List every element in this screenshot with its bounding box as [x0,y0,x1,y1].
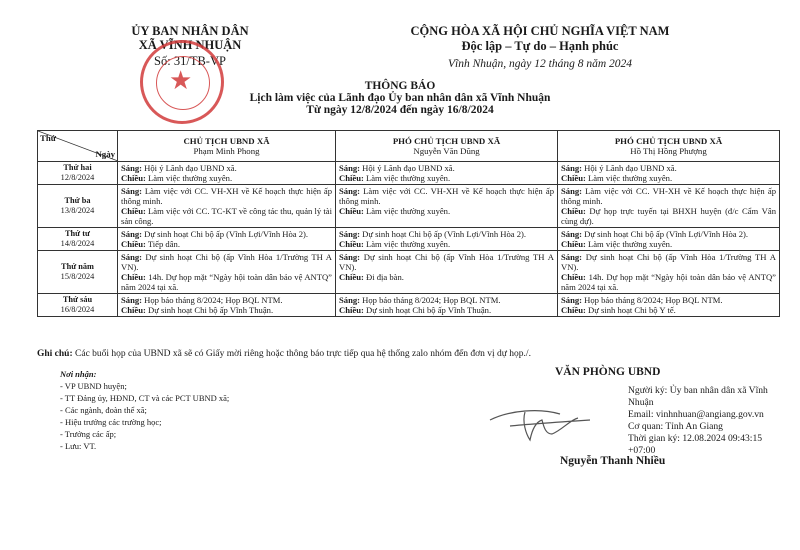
recipients-heading: Nơi nhận: [60,369,97,379]
title-subject: Lịch làm việc của Lãnh đạo Ủy ban nhân dân xã Vĩnh Nhuận [249,92,551,104]
morning-label: Sáng: [561,163,583,173]
morning-label: Sáng: [561,186,583,196]
table-header-row [38,131,780,162]
table-row [38,251,780,294]
morning-label: Sáng: [121,295,143,305]
morning-label: Sáng: [561,295,583,305]
afternoon-text: Dự sinh hoạt Chi bộ ấp Vĩnh Thuận. [145,305,274,315]
afternoon-label: Chiều: [339,239,364,249]
afternoon-text: Làm việc thường xuyên. [363,173,451,183]
signer-agency: Cơ quan: Tỉnh An Giang [628,421,723,432]
schedule-cell [118,251,336,294]
schedule-cell [558,185,780,228]
afternoon-label: Chiều: [561,305,586,315]
morning-label: Sáng: [339,252,361,262]
agency-name: ỦY BAN NHÂN DÂN [131,24,249,38]
note-text: Các buổi họp của UBND xã sẽ có Giấy mời riêng hoặc thông báo trực tiếp qua hệ thống zalo nhóm đến đơn vị dự họp./. [72,349,531,359]
afternoon-label: Chiều: [339,272,364,282]
country-name: CỘNG HÒA XÃ HỘI CHỦ NGHĨA VIỆT NAM [410,24,670,38]
morning-label: Sáng: [121,186,143,196]
title-main: THÔNG BÁO [364,80,436,92]
day-cell [38,251,118,294]
afternoon-label: Chiều: [561,272,586,282]
afternoon-label: Chiều: [561,206,586,216]
afternoon-text: Làm việc thường xuyên. [145,173,233,183]
morning-text: Dự sinh hoạt Chi bộ ấp (Vĩnh Lợi/Vĩnh Hòa 2). [142,229,309,239]
day-of-week: Thứ sáu [62,295,93,304]
schedule-cell [558,294,780,317]
list-item: - VP UBND huyện; [60,381,127,391]
afternoon-text: Làm việc thường xuyên. [585,173,673,183]
day-cell [38,185,118,228]
morning-label: Sáng: [339,229,361,239]
day-date: 12/8/2024 [60,173,95,182]
afternoon-label: Chiều: [121,305,146,315]
afternoon-label: Chiều: [561,239,586,249]
afternoon-text: Tiếp dân. [145,239,180,249]
issue-date: Vĩnh Nhuận, ngày 12 tháng 8 năm 2024 [448,58,632,70]
list-item: - Trưởng các ấp; [60,429,117,439]
schedule-cell [336,185,558,228]
morning-label: Sáng: [121,252,143,262]
document-number: Số: 31/TB-VP [154,54,226,68]
afternoon-text: Dự sinh hoạt Chi bộ Y tế. [585,305,676,315]
schedule-cell [118,228,336,251]
title-date-range: Từ ngày 12/8/2024 đến ngày 16/8/2024 [306,104,494,116]
corner-label-date: Ngày [95,149,115,159]
schedule-cell [558,228,780,251]
digital-signature-info [628,385,798,457]
afternoon-text: 14h. Dự họp mặt “Ngày hội toàn dân bảo vệ ANTQ” năm 2024 tại xã. [561,272,776,292]
schedule-cell [336,294,558,317]
handwritten-signature [470,390,620,450]
list-item: - Hiệu trưởng các trường học; [60,417,162,427]
day-of-week: Thứ ba [64,196,91,205]
list-item: - TT Đảng ủy, HĐND, CT và các PCT UBND xã; [60,393,230,403]
column-role: PHÓ CHỦ TỊCH UBND XÃ [392,136,501,146]
day-of-week: Thứ năm [61,262,94,271]
morning-text: Hội ý Lãnh đạo UBND xã. [360,163,455,173]
day-date: 14/8/2024 [60,239,95,248]
table-row [38,228,780,251]
schedule-cell [558,251,780,294]
schedule-cell [336,251,558,294]
signer-line: Người ký: Ủy ban nhân dân xã Vĩnh [628,385,768,396]
morning-text: Dự sinh hoạt Chi bộ ấp (Vĩnh Lợi/Vĩnh Hòa 2). [360,229,527,239]
schedule-cell [336,228,558,251]
afternoon-text: Đi địa bàn. [363,272,404,282]
recipients-list [60,368,229,452]
morning-label: Sáng: [561,229,583,239]
corner-cell [38,131,118,162]
day-date: 13/8/2024 [60,206,95,215]
column-role: CHỦ TỊCH UBND XÃ [183,136,270,146]
morning-label: Sáng: [121,163,143,173]
signer-line-continued: Nhuận [628,397,654,408]
document-title [170,80,630,116]
morning-text: Làm việc với CC. VH-XH về Kế hoạch thực hiện ấp thông minh. [561,186,776,206]
column-person-name: Phạm Minh Phong [193,146,260,156]
column-role: PHÓ CHỦ TỊCH UBND XÃ [614,136,723,146]
afternoon-label: Chiều: [339,305,364,315]
commune-name: XÃ VĨNH NHUẬN [138,38,242,52]
morning-text: Hội ý Lãnh đạo UBND xã. [142,163,237,173]
afternoon-text: Làm việc thường xuyên. [363,239,451,249]
morning-label: Sáng: [121,229,143,239]
afternoon-label: Chiều: [339,206,364,216]
morning-text: Dự sinh hoạt Chi bộ (ấp Vĩnh Hòa 1/Trường TH A VN). [121,252,332,272]
day-date: 16/8/2024 [60,305,95,314]
list-item: - Các ngành, đoàn thể xã; [60,405,147,415]
afternoon-label: Chiều: [121,239,146,249]
afternoon-text: Làm việc thường xuyên. [585,239,673,249]
signing-time: Thời gian ký: 12.08.2024 09:43:15 [628,433,763,444]
footnote [37,349,531,359]
morning-text: Họp báo tháng 8/2024; Họp BQL NTM. [360,295,501,305]
column-header-chairman [118,131,336,162]
table-row [38,185,780,228]
column-person-name: Hồ Thị Hồng Phượng [630,146,707,156]
afternoon-label: Chiều: [121,272,146,282]
morning-text: Hội ý Lãnh đạo UBND xã. [582,163,677,173]
morning-label: Sáng: [561,252,583,262]
signer-name: Nguyễn Thanh Nhiều [560,455,666,467]
schedule-table [37,130,780,317]
day-cell [38,294,118,317]
schedule-cell [336,162,558,185]
afternoon-label: Chiều: [121,173,146,183]
signing-timezone: +07:00 [628,445,656,456]
morning-text: Dự sinh hoạt Chi bộ ấp (Vĩnh Lợi/Vĩnh Hòa 2). [582,229,749,239]
day-cell [38,228,118,251]
morning-text: Làm việc với CC. VH-XH về Kế hoạch thực hiện ấp thông minh. [121,186,332,206]
day-cell [38,162,118,185]
note-label: Ghi chú: [37,349,73,359]
schedule-cell [118,294,336,317]
list-item: - Lưu: VT. [60,441,97,451]
table-row [38,162,780,185]
national-header [375,24,705,72]
morning-text: Họp báo tháng 8/2024; Họp BQL NTM. [582,295,723,305]
afternoon-text: Làm việc thường xuyên. [363,206,451,216]
morning-text: Làm việc với CC. VH-XH về Kế hoạch thực hiện ấp thông minh. [339,186,554,206]
column-header-vice-chairman-1 [336,131,558,162]
schedule-cell [118,162,336,185]
corner-label-day-of-week: Thứ [40,133,57,143]
column-person-name: Nguyễn Văn Dũng [413,146,480,156]
morning-label: Sáng: [339,163,361,173]
afternoon-text: Dự sinh hoạt Chi bộ ấp Vĩnh Thuận. [363,305,492,315]
day-of-week: Thứ tư [65,229,90,238]
morning-label: Sáng: [339,295,361,305]
signing-office: VĂN PHÒNG UBND [555,366,661,378]
table-row [38,294,780,317]
morning-text: Dự sinh hoạt Chi bộ (ấp Vĩnh Hòa 1/Trường TH A VN). [561,252,776,272]
morning-text: Họp báo tháng 8/2024; Họp BQL NTM. [142,295,283,305]
motto: Độc lập – Tự do – Hạnh phúc [461,39,619,53]
seal-star-icon: ★ [169,66,193,95]
signer-email: Email: vinhnhuan@angiang.gov.vn [628,409,764,420]
schedule-cell [558,162,780,185]
afternoon-label: Chiều: [121,206,146,216]
afternoon-text: Dự họp trực tuyến tại BHXH huyện (đ/c Cẩm Vân cùng dự). [561,206,776,226]
morning-label: Sáng: [339,186,361,196]
afternoon-text: 14h. Dự họp mặt “Ngày hội toàn dân bảo vệ ANTQ” năm 2024 tại xã. [121,272,332,292]
day-date: 15/8/2024 [60,272,95,281]
afternoon-label: Chiều: [561,173,586,183]
afternoon-label: Chiều: [339,173,364,183]
schedule-cell [118,185,336,228]
day-of-week: Thứ hai [63,163,92,172]
column-header-vice-chairman-2 [558,131,780,162]
afternoon-text: Làm việc với CC. TC-KT về công tác thu, quản lý tài sản công. [121,206,332,226]
morning-text: Dự sinh hoạt Chi bộ (ấp Vĩnh Hòa 1/Trường TH A VN). [339,252,554,272]
